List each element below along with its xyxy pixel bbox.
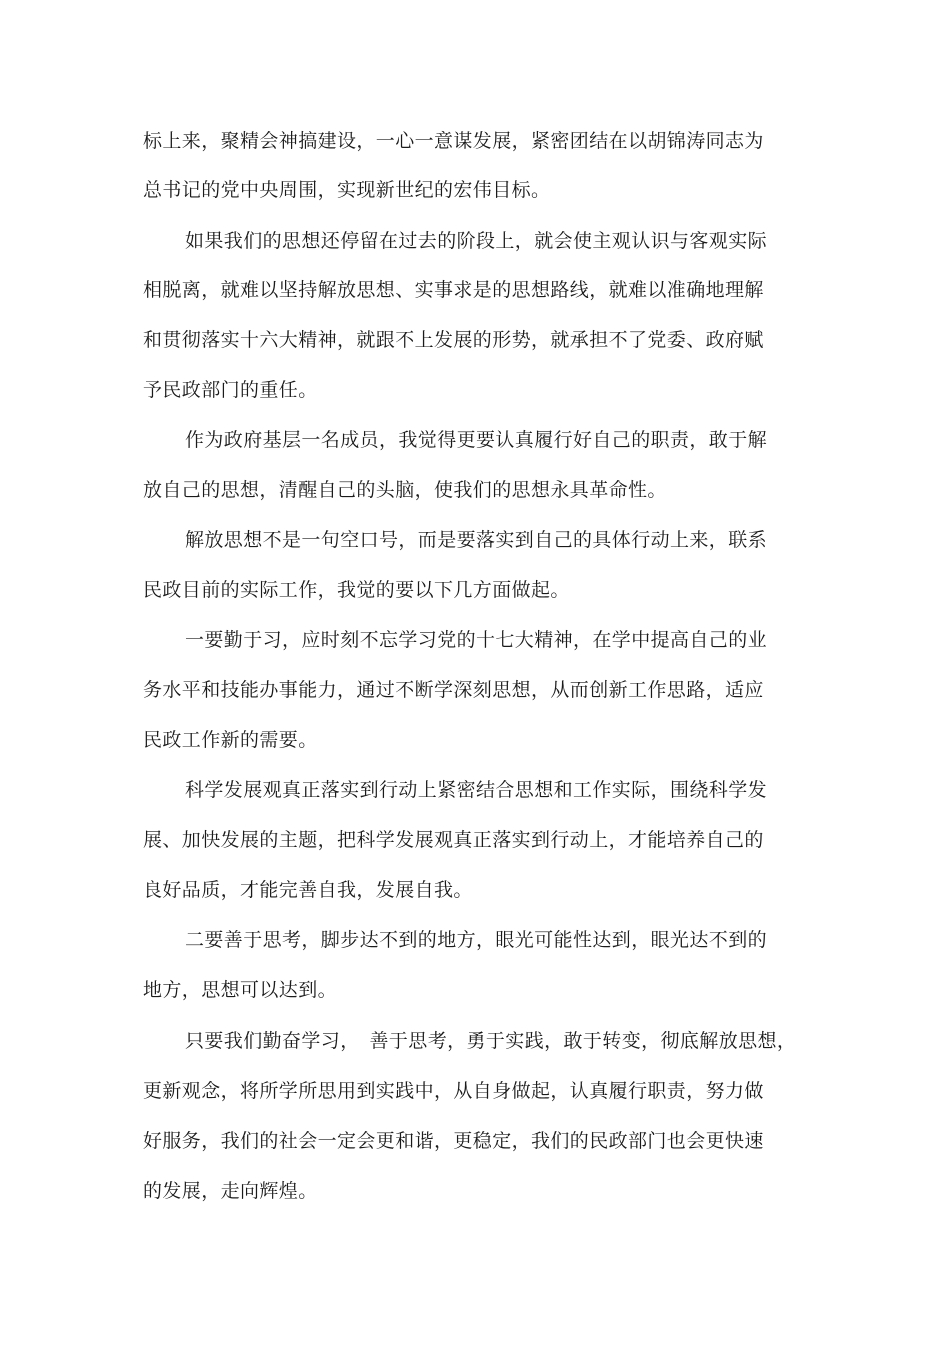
text-line: 予民政部门的重任。	[143, 379, 318, 401]
text-line: 更新观念，将所学所思用到实践中，从自身做起，认真履行职责，努力做	[143, 1080, 764, 1102]
text-line: 放自己的思想，清醒自己的头脑，使我们的思想永具革命性。	[143, 479, 667, 501]
text-line: 总书记的党中央周围，实现新世纪的宏伟目标。	[143, 179, 551, 201]
text-line: 地方，思想可以达到。	[143, 979, 338, 1001]
text-line: 和贯彻落实十六大精神，就跟不上发展的形势，就承担不了党委、政府赋	[143, 329, 764, 351]
text-line: 标上来，聚精会神搞建设，一心一意谋发展，紧密团结在以胡锦涛同志为	[143, 130, 764, 152]
text-line: 一要勤于习，应时刻不忘学习党的十七大精神，在学中提高自己的业	[185, 629, 768, 651]
text-line: 相脱离，就难以坚持解放思想、实事求是的思想路线，就难以准确地理解	[143, 279, 764, 301]
text-line: 科学发展观真正落实到行动上紧密结合思想和工作实际，围绕科学发	[185, 779, 768, 801]
text-line: 展、加快发展的主题，把科学发展观真正落实到行动上，才能培养自己的	[143, 829, 764, 851]
text-line: 二要善于思考，脚步达不到的地方，眼光可能性达到，眼光达不到的	[185, 929, 768, 951]
text-line: 作为政府基层一名成员，我觉得更要认真履行好自己的职责，敢于解	[185, 429, 768, 451]
text-line: 民政工作新的需要。	[143, 729, 318, 751]
text-line: 务水平和技能办事能力，通过不断学深刻思想，从而创新工作思路，适应	[143, 679, 764, 701]
text-line: 只要我们勤奋学习， 善于思考，勇于实践，敢于转变，彻底解放思想，	[185, 1030, 797, 1052]
text-line: 如果我们的思想还停留在过去的阶段上，就会使主观认识与客观实际	[185, 230, 768, 252]
text-line: 的发展，走向辉煌。	[143, 1180, 318, 1202]
text-line: 良好品质，才能完善自我，发展自我。	[143, 879, 473, 901]
text-line: 好服务，我们的社会一定会更和谐，更稳定，我们的民政部门也会更快速	[143, 1130, 764, 1152]
text-line: 民政目前的实际工作，我觉的要以下几方面做起。	[143, 579, 570, 601]
text-line: 解放思想不是一句空口号，而是要落实到自己的具体行动上来，联系	[185, 529, 768, 551]
